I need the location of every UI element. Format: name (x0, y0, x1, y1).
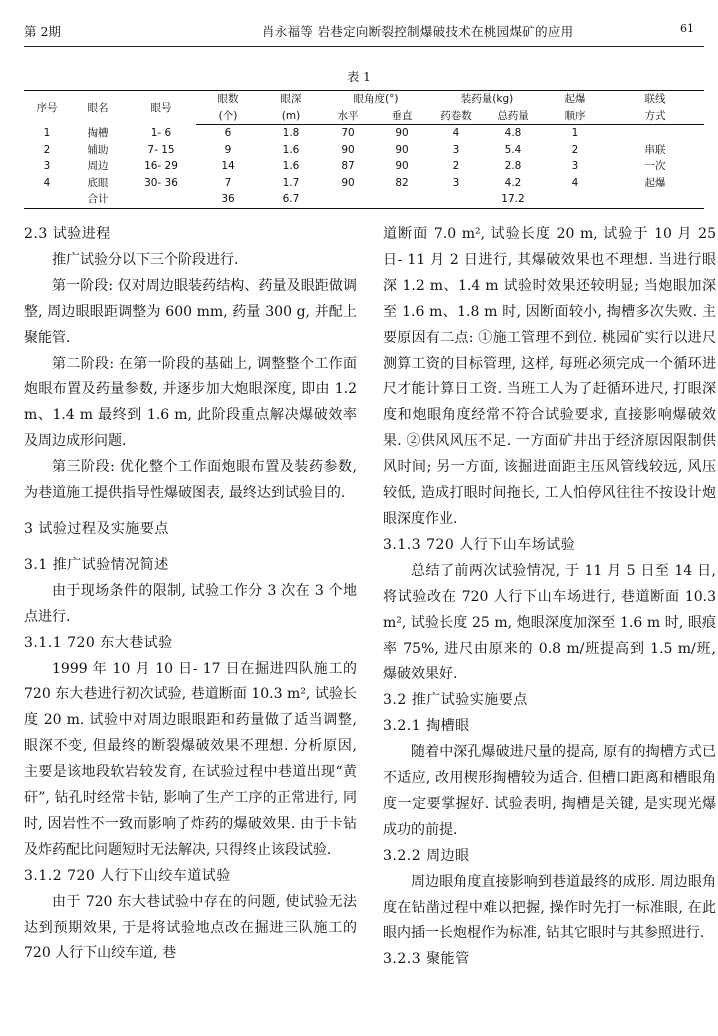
th-conn-2: 方式 (606, 108, 704, 125)
left-column (24, 222, 357, 967)
cell-conn: 起爆 (644, 176, 666, 189)
cell-name: 掏槽 (87, 126, 109, 139)
th-seq: 序号 (24, 91, 70, 125)
running-header (24, 22, 694, 42)
cell-empty (374, 191, 430, 208)
cell-empty (606, 191, 704, 208)
issue-number: 第 2期 (24, 24, 61, 39)
cell-angle-v: 82 (395, 176, 409, 189)
cell-hole-no: 16- 29 (144, 160, 178, 172)
cell-name: 辅助 (87, 143, 109, 156)
cell-angle-h: 90 (341, 143, 355, 156)
th-depth-unit: (m) (260, 108, 322, 125)
th-angle-h: 水平 (322, 108, 374, 125)
cell-seq: 2 (43, 143, 51, 156)
cell-depth: 1.7 (282, 176, 300, 189)
cell-order: 3 (571, 160, 579, 172)
cell-rolls: 3 (452, 143, 460, 156)
cell-total: 4.2 (504, 176, 522, 189)
cell-hole-no: 1- 6 (150, 126, 172, 139)
cell-count: 9 (224, 143, 232, 156)
paragraph: 周边眼角度直接影响到巷道最终的成形. 周边眼角度在钻凿过程中难以把握, 操作时先打一标准眼, 在此眼内插一长炮棍作为标准, 钻其它眼时与其参照进行. (383, 873, 716, 942)
right-column (383, 222, 716, 973)
th-order: 起爆 (544, 91, 606, 108)
table-row (24, 175, 704, 192)
cell-conn: 串联 (644, 143, 666, 156)
section-3-1-heading: 3.1 推广试验情况简述 (24, 556, 169, 573)
th-name: 眼名 (70, 91, 126, 125)
section-3-2-heading: 3.2 推广试验实施要点 (383, 692, 528, 709)
paragraph: 推广试验分以下三个阶段进行. (52, 251, 239, 268)
cell-name: 周边 (87, 160, 109, 172)
th-hole-no: 眼号 (126, 91, 196, 125)
table-row (24, 158, 704, 175)
cell-rolls: 4 (452, 127, 460, 139)
cell-order: 4 (571, 176, 579, 189)
cell-sum-total: 17.2 (482, 191, 544, 208)
table-row (24, 125, 704, 142)
cell-count: 14 (221, 160, 235, 172)
th-conn: 联线 (606, 91, 704, 108)
paragraph: 1999 年 10 月 10 日- 17 日在掘进四队施工的 720 东大巷进行初次试验, 巷道断面 10.3 m², 试验长度 20 m. 试验中对周边眼眼距和药量做了适当调整, 眼深不变, 但最终的断裂爆破效果不理想. 分析原因, 主要是该地段软岩较发育, 在试验过程中巷道出现“黄矸”, 钻孔时经常卡钻, 影响了生产工序的正常进行, 同时, 因岩性不一致而影响了炸药的爆破效果. 由于卡钻及炸药配比问题短时无法解决, 只得终止该段试验. (24, 660, 357, 858)
table-row (24, 142, 704, 159)
paragraph: 第一阶段: 仅对周边眼装药结构、药量及眼距做调整, 周边眼眼距调整为 600 mm, 药量 300 g, 并配上聚能管. (24, 277, 357, 346)
cell-sum-count: 36 (196, 191, 260, 208)
th-angle: 眼角度(°) (322, 91, 430, 108)
cell-sum-label: 合计 (70, 191, 126, 208)
section-3-1-2-heading: 3.1.2 720 人行下山绞车道试验 (24, 867, 231, 884)
paragraph: 道断面 7.0 m², 试验长度 20 m, 试验于 10 月 25 日- 11 月 2 日进行, 其爆破效果也不理想. 当进行眼深 1.2 m、1.4 m 试验时效果还较明显; 当炮眼加深至 1.6 m、1.8 m 时, 因断面较小, 掏槽多次失败. 主要原因有二点: ①施工管理不到位. 桃园矿实行以进尺测算工资的目标管理, 这样, 每班必须完成一个循环进尺才能计算日工资. 当班工人为了赶循环进尺, 打眼深度和炮眼角度经常不符合试验要求, 直接影响爆破效果. ②供风风压不足. 一方面矿井出于经济原因限制供风时间; 另一方面, 该掘进面距主压风管线较远, 风压较低, 造成打眼时间拖长, 工人怕停风往往不按设计炮眼深度作业. (383, 226, 716, 527)
cell-hole-no: 30- 36 (144, 176, 178, 189)
cell-count: 6 (224, 127, 232, 139)
cell-empty (544, 191, 606, 208)
th-order-2: 顺序 (544, 108, 606, 125)
cell-rolls: 3 (452, 176, 460, 189)
table-title: 表 1 (347, 70, 371, 84)
th-depth: 眼深 (260, 91, 322, 108)
cell-seq: 4 (43, 176, 51, 189)
th-total: 总药量 (482, 108, 544, 125)
section-2-3-heading: 2.3 试验进程 (24, 226, 111, 242)
header-rule (24, 46, 704, 47)
cell-sum-depth: 6.7 (260, 191, 322, 208)
cell-angle-h: 87 (341, 160, 355, 172)
cell-empty (430, 191, 482, 208)
blasting-parameter-table (24, 90, 704, 209)
paragraph: 由于现场条件的限制, 试验工作分 3 次在 3 个地点进行. (24, 582, 357, 625)
th-count-unit: (个) (196, 108, 260, 125)
cell-empty (322, 191, 374, 208)
th-rolls: 药卷数 (430, 108, 482, 125)
cell-depth: 1.6 (282, 143, 300, 156)
table-sum-row (24, 191, 704, 208)
paragraph: 由于 720 东大巷试验中存在的问题, 使试验无法达到预期效果, 于是将试验地点改在掘进三队施工的 720 人行下山绞车道, 巷 (24, 893, 357, 962)
cell-name: 底眼 (87, 176, 109, 189)
section-3-1-1-heading: 3.1.1 720 东大巷试验 (24, 634, 173, 651)
cell-order: 2 (571, 143, 579, 156)
cell-angle-h: 90 (341, 176, 355, 189)
cell-empty (24, 191, 70, 208)
cell-depth: 1.6 (282, 160, 300, 172)
section-3-2-3-heading: 3.2.3 聚能管 (383, 951, 470, 968)
cell-total: 5.4 (504, 143, 522, 156)
section-3-2-1-heading: 3.2.1 掏槽眼 (383, 718, 470, 735)
cell-angle-v: 90 (395, 160, 409, 172)
table-header-row-1 (24, 91, 704, 108)
paragraph: 第二阶段: 在第一阶段的基础上, 调整整个工作面炮眼布置及药量参数, 并逐步加大炮眼深度, 即由 1.2 m、1.4 m 最终到 1.6 m, 此阶段重点解决爆破效率及周边成形问题. (24, 355, 357, 450)
cell-empty (126, 191, 196, 208)
th-angle-v: 垂直 (374, 108, 430, 125)
cell-seq: 3 (43, 160, 51, 172)
cell-conn: 一次 (644, 160, 666, 172)
cell-count: 7 (224, 176, 232, 189)
th-count: 眼数 (196, 91, 260, 108)
cell-angle-v: 90 (395, 127, 409, 139)
cell-seq: 1 (43, 126, 51, 139)
section-3-2-2-heading: 3.2.2 周边眼 (383, 847, 470, 864)
paragraph: 总结了前两次试验情况, 于 11 月 5 日至 14 日, 将试验改在 720 人行下山车场进行, 巷道断面 10.3 m², 试验长度 25 m, 炮眼深度加深至 1.6 m 时, 眼痕率 75%, 进尺由原来的 0.8 m/班提高到 1.5 m/班, 爆破效果好. (383, 562, 716, 683)
running-title: 肖永福等 岩巷定向断裂控制爆破技术在桃园煤矿的应用 (262, 24, 574, 39)
cell-hole-no: 7- 15 (147, 143, 175, 156)
cell-angle-h: 70 (341, 127, 355, 139)
paragraph: 随着中深孔爆破进尺量的提高, 原有的掏槽方式已不适应, 改用楔形掏槽较为适合. 但槽口距离和槽眼角度一定要掌握好. 试验表明, 掏槽是关键, 是实现光爆成功的前提. (383, 744, 716, 838)
cell-depth: 1.8 (282, 127, 300, 139)
page-number: 61 (680, 22, 694, 35)
th-charge: 装药量(kg) (430, 91, 544, 108)
section-3-1-3-heading: 3.1.3 720 人行下山车场试验 (383, 536, 576, 553)
cell-order: 1 (571, 127, 579, 139)
cell-total: 4.8 (504, 127, 522, 139)
cell-total: 2.8 (504, 160, 522, 172)
cell-conn (606, 125, 704, 142)
section-3-heading: 3 试验过程及实施要点 (24, 520, 169, 537)
cell-rolls: 2 (452, 160, 460, 172)
cell-angle-v: 90 (395, 143, 409, 156)
paragraph: 第三阶段: 优化整个工作面炮眼布置及装药参数, 为巷道施工提供指导性爆破图表, 最终达到试验目的. (24, 459, 357, 502)
